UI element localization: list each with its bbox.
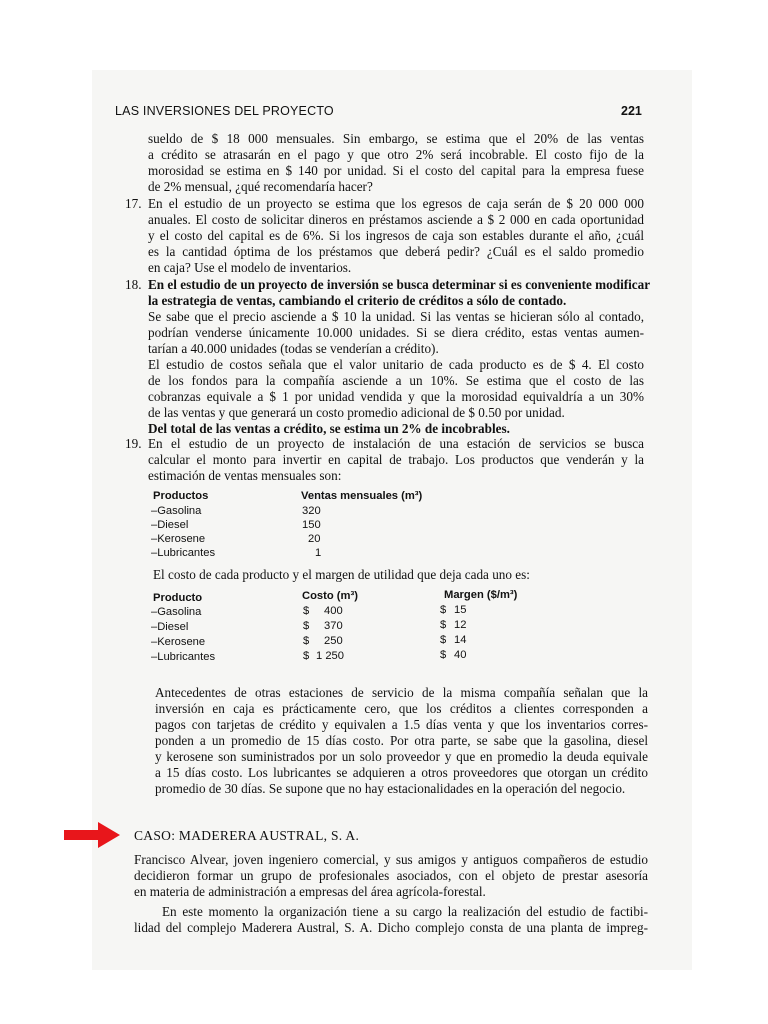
- table-cell: –Lubricantes: [151, 547, 216, 559]
- paragraph-line: de 2% mensual, ¿qué recomendaría hacer?: [148, 179, 373, 194]
- table-cell: 150: [302, 519, 321, 531]
- table-cell: $: [303, 620, 310, 632]
- table-cell: $: [303, 650, 310, 662]
- paragraph-line: y kerosene son suministrados por un solo proveedor y que en promedio la deuda equivale: [155, 749, 648, 764]
- paragraph-line: sueldo de $ 18 000 mensuales. Sin embargo, se estima que el 20% de las ventas: [148, 131, 644, 146]
- table-cell: –Gasolina: [151, 606, 202, 618]
- paragraph-line: de las ventas y que generará un costo promedio adicional de $ 0.50 por unidad.: [148, 405, 565, 420]
- paragraph-line: y el costo del capital es de 6%. Si los ingresos de caja son estables durante el año, ¿cuál: [148, 228, 644, 243]
- paragraph-line: inversión en caja es prácticamente cero, que los créditos a clientes corresponden a: [155, 701, 648, 716]
- table-cell: $: [440, 634, 447, 646]
- paragraph-line: pagos con tarjetas de crédito y equivalen a 1.5 días venta y que los inventarios corres-: [155, 717, 648, 732]
- running-header: LAS INVERSIONES DEL PROYECTO: [115, 104, 334, 118]
- paragraph-line: lidad del complejo Maderera Austral, S. A. Dicho complejo consta de una planta de impreg-: [134, 920, 648, 935]
- paragraph-line: morosidad se estima en $ 140 por unidad. Si el costo del capital para la empresa fuese: [148, 163, 644, 178]
- paragraph-line: promedio de 30 días. Se supone que no hay estacionalidades en la operación del negocio.: [155, 781, 626, 796]
- table-cell: –Kerosene: [151, 533, 206, 545]
- sales-table-header-volume: Ventas mensuales (m³): [301, 490, 423, 502]
- paragraph-line: En el estudio de un proyecto de inversión se busca determinar si es conveniente modificar: [148, 277, 651, 292]
- table-cell: 1: [315, 547, 322, 559]
- table-cell: 1 250: [316, 650, 344, 662]
- table-cell: $: [303, 635, 310, 647]
- table-cell: –Kerosene: [151, 636, 206, 648]
- sales-table-header-product: Productos: [153, 490, 209, 502]
- table-cell: 12: [454, 619, 467, 631]
- table-cell: –Lubricantes: [151, 651, 216, 663]
- paragraph-line: ponden a un promedio de 15 días costo. Por otra parte, se sabe que la gasolina, diesel: [155, 733, 648, 748]
- table-cell: 250: [324, 635, 343, 647]
- table-cell: –Gasolina: [151, 505, 202, 517]
- table-cell: $: [440, 619, 447, 631]
- paragraph-line: podrían venderse únicamente 10.000 unidades. Si se diera crédito, estas ventas aumen-: [148, 325, 644, 340]
- page-number: 221: [621, 104, 642, 118]
- table-cell: 20: [308, 533, 321, 545]
- paragraph-line: en caja? Use el modelo de inventarios.: [148, 260, 352, 275]
- paragraph-line: calcular el monto para invertir en capital de trabajo. Los productos que venderán y la: [148, 452, 644, 467]
- table-cell: –Diesel: [151, 621, 189, 633]
- problem-number: 19.: [125, 436, 142, 451]
- paragraph-line: en materia de administración a empresas del área agrícola-forestal.: [134, 884, 486, 899]
- paragraph-line: En el estudio de un proyecto de instalación de una estación de servicios se busca: [148, 436, 644, 451]
- table-cell: 320: [302, 505, 321, 517]
- table-cell: 400: [324, 605, 343, 617]
- paragraph-line: En este momento la organización tiene a su cargo la realización del estudio de factibi-: [162, 904, 648, 919]
- table-cell: 14: [454, 634, 467, 646]
- paragraph-line: El estudio de costos señala que el valor unitario de cada producto es de $ 4. El costo: [148, 357, 644, 372]
- case-title: CASO: MADERERA AUSTRAL, S. A.: [134, 828, 360, 843]
- paragraph-line: cobranzas equivale a $ 1 por unidad vendida y que la morosidad equivaldría a un 30%: [148, 389, 644, 404]
- red-arrow-icon: [64, 822, 120, 848]
- table-cell: $: [303, 605, 310, 617]
- paragraph-line: Del total de las ventas a crédito, se estima un 2% de incobrables.: [148, 421, 510, 436]
- paragraph-line: Francisco Alvear, joven ingeniero comercial, y sus amigos y antiguos compañeros de estudio: [134, 852, 648, 867]
- paragraph-line: la estrategia de ventas, cambiando el criterio de créditos a sólo de contado.: [148, 293, 567, 308]
- paragraph-line: de los fondos para la compañía asciende a un 10%. Se estima que el costo de las: [148, 373, 644, 388]
- table-cell: 15: [454, 604, 467, 616]
- paragraph-line: tarían a 40.000 unidades (todas se venderían a crédito).: [148, 341, 439, 356]
- paragraph-line: decidieron formar un grupo de profesionales asociados, con el objeto de prestar asesoría: [134, 868, 648, 883]
- paragraph-line: El costo de cada producto y el margen de utilidad que deja cada uno es:: [153, 567, 530, 582]
- cost-table-header-margin: Margen ($/m³): [444, 589, 518, 601]
- paragraph-line: es la cantidad óptima de los préstamos que deberá pedir? ¿Cuál es el saldo promedio: [148, 244, 644, 259]
- paragraph-line: En el estudio de un proyecto se estima que los egresos de caja serán de $ 20 000 000: [148, 196, 644, 211]
- problem-number: 17.: [125, 196, 142, 211]
- cost-table-header-product: Producto: [153, 592, 203, 604]
- table-cell: 40: [454, 649, 467, 661]
- paragraph-line: a crédito se atrasarán en el pago y que otro 2% será incobrable. El costo fijo de la: [148, 147, 644, 162]
- paragraph-line: anuales. El costo de solicitar dineros en préstamos asciende a $ 2 000 en cada oportunidad: [148, 212, 644, 227]
- problem-number: 18.: [125, 277, 142, 292]
- paragraph-line: Antecedentes de otras estaciones de servicio de la misma compañía señalan que la: [155, 685, 648, 700]
- table-cell: $: [440, 649, 447, 661]
- table-cell: 370: [324, 620, 343, 632]
- paragraph-line: a 15 días costo. Los lubricantes se adquieren a otros proveedores que otorgan un crédito: [155, 765, 648, 780]
- cost-table-header-cost: Costo (m³): [302, 590, 358, 602]
- table-cell: $: [440, 604, 447, 616]
- paragraph-line: Se sabe que el precio asciende a $ 10 la unidad. Si las ventas se hicieran sólo al contado,: [148, 309, 644, 324]
- table-cell: –Diesel: [151, 519, 189, 531]
- paragraph-line: estimación de ventas mensuales son:: [148, 468, 342, 483]
